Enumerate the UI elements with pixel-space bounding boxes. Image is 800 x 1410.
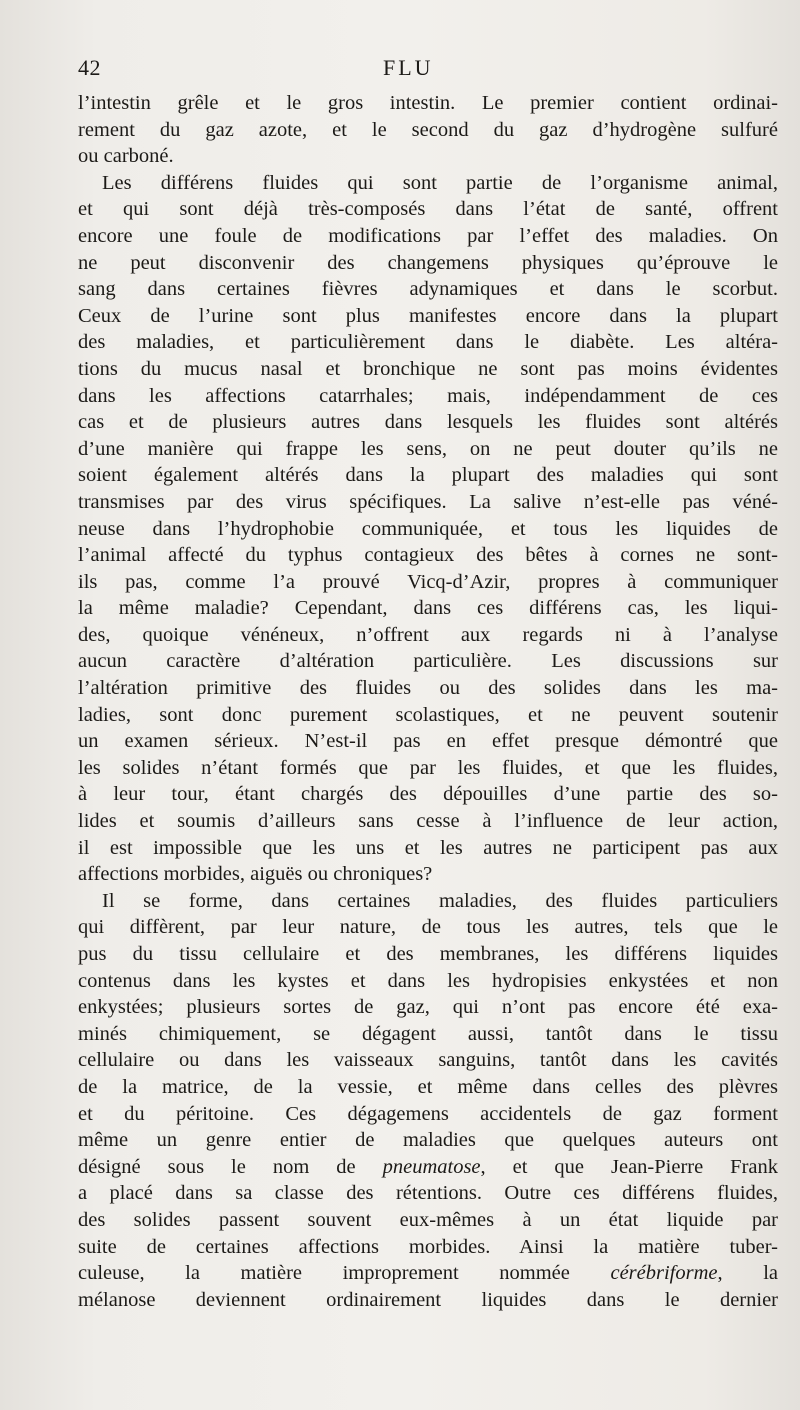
text-line: transmises par des virus spécifiques. La salive n’est-elle pas véné- <box>78 490 778 513</box>
text-line: pus du tissu cellulaire et des membranes, les différens liquides <box>78 943 778 965</box>
italic-term: pneumatose <box>382 1155 481 1178</box>
text-line: mélanose deviennent ordinairement liquides dans le dernier <box>78 1288 778 1311</box>
running-head: FLU <box>383 55 434 80</box>
text-line: aucun caractère d’altération particulière. Les discussions sur <box>78 650 778 673</box>
text-line: Ceux de l’urine sont plus manifestes encore dans la plupart <box>78 304 778 327</box>
text-line: sang dans certaines fièvres adynamiques et dans le scorbut. <box>78 278 778 301</box>
text-line: même un genre entier de maladies que quelques auteurs ont <box>78 1129 778 1152</box>
text-line: des maladies, et particulièrement dans le diabète. Les altéra- <box>78 331 778 354</box>
text-line: ils pas, comme l’a prouvé Vicq-d’Azir, propres à communiquer <box>78 570 778 593</box>
text-line: de la matrice, de la vessie, et même dans celles des plèvres <box>78 1075 778 1098</box>
text-line: affections morbides, aiguës ou chroniques? <box>78 863 433 886</box>
text-line: à leur tour, étant chargés des dépouilles d’une partie des so- <box>78 783 778 806</box>
body-text <box>78 90 778 1313</box>
text-line: suite de certaines affections morbides. Ainsi la matière tuber- <box>78 1235 778 1258</box>
text-line: ne peut disconvenir des changemens physiques qu’éprouve le <box>78 251 778 274</box>
text-line: contenus dans les kystes et dans les hydropisies enkystées et non <box>78 969 778 992</box>
text-line: l’altération primitive des fluides ou des solides dans les ma- <box>78 677 778 700</box>
text-line: cas et de plusieurs autres dans lesquels les fluides sont altérés <box>78 411 778 434</box>
text-line: les solides n’étant formés que par les fluides, et que les fluides, <box>78 756 778 779</box>
text-line: neuse dans l’hydrophobie communiquée, et tous les liquides de <box>78 517 778 540</box>
text-line: l’animal affecté du typhus contagieux des bêtes à cornes ne sont- <box>78 544 778 567</box>
text-line: lides et soumis d’ailleurs sans cesse à l’influence de leur action, <box>78 810 778 833</box>
text-line: désigné sous le nom de pneumatose, et que Jean-Pierre Frank <box>78 1155 778 1178</box>
text-line: ou carboné. <box>78 145 174 168</box>
text-line: culeuse, la matière improprement nommée cérébriforme, la <box>78 1262 778 1285</box>
text-line: tions du mucus nasal et bronchique ne sont pas moins évidentes <box>78 357 778 380</box>
text-line: qui diffèrent, par leur nature, de tous les autres, tels que le <box>78 916 778 939</box>
text-line: ladies, sont donc purement scolastiques, et ne peuvent soutenir <box>78 703 778 726</box>
text-line: enkystées; plusieurs sortes de gaz, qui n’ont pas encore été exa- <box>78 996 778 1019</box>
text-line: l’intestin grêle et le gros intestin. Le premier contient ordinai- <box>78 92 778 114</box>
text-line: il est impossible que les uns et les autres ne participent pas aux <box>78 836 778 859</box>
paragraph-first-line: Les différens fluides qui sont partie de l’organisme animal, <box>102 171 778 194</box>
text-line: un examen sérieux. N’est-il pas en effet presque démontré que <box>78 730 778 753</box>
text-line: des, quoique vénéneux, n’offrent aux regards ni à l’analyse <box>78 623 778 646</box>
text-line: cellulaire ou dans les vaisseaux sanguins, tantôt dans les cavités <box>78 1049 778 1072</box>
text-line: la même maladie? Cependant, dans ces différens cas, les liqui- <box>78 597 778 620</box>
text-line: minés chimiquement, se dégagent aussi, tantôt dans le tissu <box>78 1022 778 1045</box>
text-line: d’une manière qui frappe les sens, on ne peut douter qu’ils ne <box>78 437 778 460</box>
italic-term: cérébriforme <box>610 1262 718 1285</box>
page-header <box>78 55 778 87</box>
text-line: dans les affections catarrhales; mais, indépendamment de ces <box>78 384 778 407</box>
text-line: a placé dans sa classe des rétentions. Outre ces différens fluides, <box>78 1182 778 1205</box>
paragraph-first-line: Il se forme, dans certaines maladies, des fluides particuliers <box>102 889 778 912</box>
text-line: encore une foule de modifications par l’effet des maladies. On <box>78 224 778 247</box>
page-number: 42 <box>78 55 101 80</box>
text-line: et qui sont déjà très-composés dans l’état de santé, offrent <box>78 198 778 221</box>
text-line: des solides passent souvent eux-mêmes à un état liquide par <box>78 1208 778 1231</box>
text-line: soient également altérés dans la plupart des maladies qui sont <box>78 464 778 487</box>
text-line: et du péritoine. Ces dégagemens accidentels de gaz forment <box>78 1102 778 1125</box>
text-line: rement du gaz azote, et le second du gaz d’hydrogène sulfuré <box>78 118 778 141</box>
